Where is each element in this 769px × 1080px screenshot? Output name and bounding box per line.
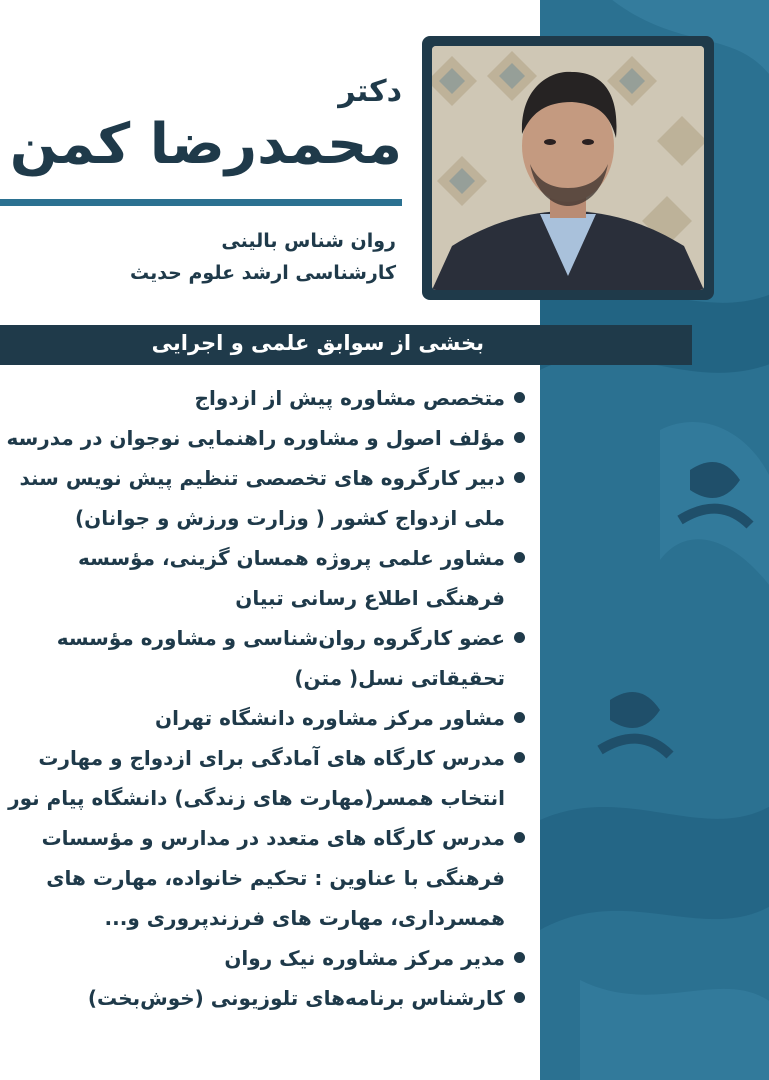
list-item: [0, 618, 525, 698]
list-item-text: عضو کارگروه روان‌شناسی و مشاوره مؤسسه: [56, 626, 505, 650]
list-item-text: فرهنگی اطلاع رسانی تبیان: [235, 586, 505, 610]
subtitle-profession: روان شناس بالینی: [221, 230, 396, 252]
list-item-text: مشاور مرکز مشاوره دانشگاه تهران: [155, 706, 505, 730]
bullet-icon: [514, 472, 525, 483]
title-underline: [0, 199, 402, 206]
list-item-text: مدیر مرکز مشاوره نیک روان: [224, 946, 505, 970]
bullet-icon: [514, 752, 525, 763]
list-item-text: مؤلف اصول و مشاوره راهنمایی نوجوان در مدرسه: [6, 426, 505, 450]
list-item: [0, 378, 525, 418]
list-item-text: فرهنگی با عناوین : تحکیم خانواده، مهارت های: [46, 866, 505, 890]
section-heading-bar: [0, 325, 692, 365]
list-item-text: تحقیقاتی نسل( متن): [294, 666, 505, 690]
bullet-icon: [514, 392, 525, 403]
bullet-icon: [514, 432, 525, 443]
list-item-text: متخصص مشاوره پیش از ازدواج: [194, 386, 505, 410]
credentials-list: [0, 378, 525, 1018]
list-item: [0, 418, 525, 458]
list-item: [0, 818, 525, 938]
title-prefix: دکتر: [338, 74, 402, 109]
list-item-text: دبیر کارگروه های تخصصی تنظیم پیش نویس سند: [19, 466, 505, 490]
portrait-illustration: [432, 46, 704, 290]
list-item-text: مدرس کارگاه های متعدد در مدارس و مؤسسات: [41, 826, 505, 850]
list-item-text: مدرس کارگاه های آمادگی برای ازدواج و مهارت: [38, 746, 505, 770]
list-item-text: کارشناس برنامه‌های تلوزیونی (خوش‌بخت): [87, 986, 505, 1010]
portrait-frame: [422, 36, 714, 300]
person-name: محمدرضا کمن: [9, 112, 402, 177]
list-item: [0, 538, 525, 618]
list-item: [0, 978, 525, 1018]
bullet-icon: [514, 832, 525, 843]
bullet-icon: [514, 952, 525, 963]
list-item-text: مشاور علمی پروژه همسان گزینی، مؤسسه: [77, 546, 505, 570]
list-item: [0, 738, 525, 818]
list-item: [0, 458, 525, 538]
portrait-photo: [432, 46, 704, 290]
bullet-icon: [514, 712, 525, 723]
list-item-text: همسرداری، مهارت های فرزندپروری و...: [104, 906, 505, 930]
list-item: [0, 938, 525, 978]
section-heading: بخشی از سوابق علمی و اجرایی: [151, 331, 484, 355]
list-item: [0, 698, 525, 738]
subtitle-degree: کارشناسی ارشد علوم حدیث: [129, 262, 396, 284]
bullet-icon: [514, 992, 525, 1003]
list-item-text: انتخاب همسر(مهارت های زندگی) دانشگاه پیام نور: [8, 786, 505, 810]
bullet-icon: [514, 632, 525, 643]
bullet-icon: [514, 552, 525, 563]
list-item-text: ملی ازدواج کشور ( وزارت ورزش و جوانان): [75, 506, 505, 530]
